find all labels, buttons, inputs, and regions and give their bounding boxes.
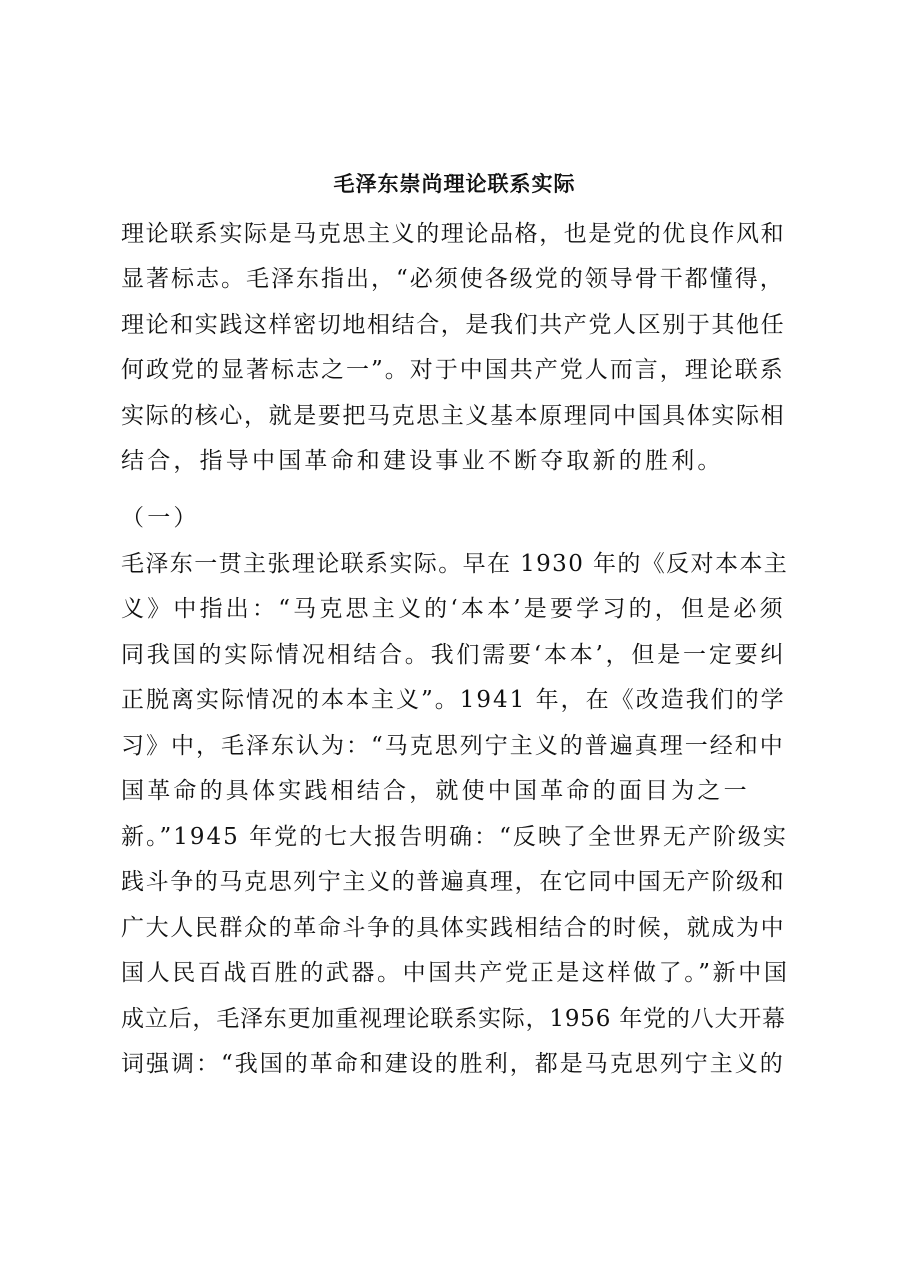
text-line: 国革命的具体实践相结合，就使中国革命的面目为之一 bbox=[121, 778, 750, 804]
text-line: 毛泽东一贯主张理论联系实际。早在 1930 年的《反对本本主 bbox=[121, 551, 789, 577]
text-line: 习》中，毛泽东认为：“马克思列宁主义的普遍真理一经和中 bbox=[121, 733, 785, 759]
text-line: 结合，指导中国革命和建设事业不断夺取新的胜利。 bbox=[121, 448, 724, 474]
text-line: 显著标志。毛泽东指出，“必须使各级党的领导骨干都懂得， bbox=[121, 266, 785, 292]
text-line: 国人民百战百胜的武器。中国共产党正是这样做了。”新中国 bbox=[121, 960, 790, 986]
text-line: 实际的核心，就是要把马克思主义基本原理同中国具体实际相 bbox=[121, 403, 786, 429]
text-line: 义》中指出：“马克思主义的‘本本’是要学习的，但是必须 bbox=[121, 596, 786, 622]
text-line: 新。”1945 年党的七大报告明确：“反映了全世界无产阶级实 bbox=[121, 824, 788, 850]
text-line: 广大人民群众的革命斗争的具体实践相结合的时候，就成为中 bbox=[121, 915, 786, 941]
text-line: 理论联系实际是马克思主义的理论品格，也是党的优良作风和 bbox=[121, 221, 786, 247]
text-line: 践斗争的马克思列宁主义的普遍真理，在它同中国无产阶级和 bbox=[121, 869, 786, 895]
text-line: 同我国的实际情况相结合。我们需要‘本本’，但是一定要纠 bbox=[121, 642, 787, 668]
text-line: 何政党的显著标志之一”。对于中国共产党人而言，理论联系 bbox=[121, 357, 785, 383]
text-line: 正脱离实际情况的本本主义”。1941 年，在《改造我们的学 bbox=[121, 687, 786, 713]
section-heading: （一） bbox=[121, 505, 200, 531]
text-line: 成立后，毛泽东更加重视理论联系实际，1956 年党的八大开幕 bbox=[121, 1006, 786, 1032]
page-title: 毛泽东崇尚理论联系实际 bbox=[333, 171, 576, 196]
text-line: 词强调：“我国的革命和建设的胜利，都是马克思列宁主义的 bbox=[121, 1051, 785, 1077]
text-line: 理论和实践这样密切地相结合，是我们共产党人区别于其他任 bbox=[121, 312, 786, 338]
